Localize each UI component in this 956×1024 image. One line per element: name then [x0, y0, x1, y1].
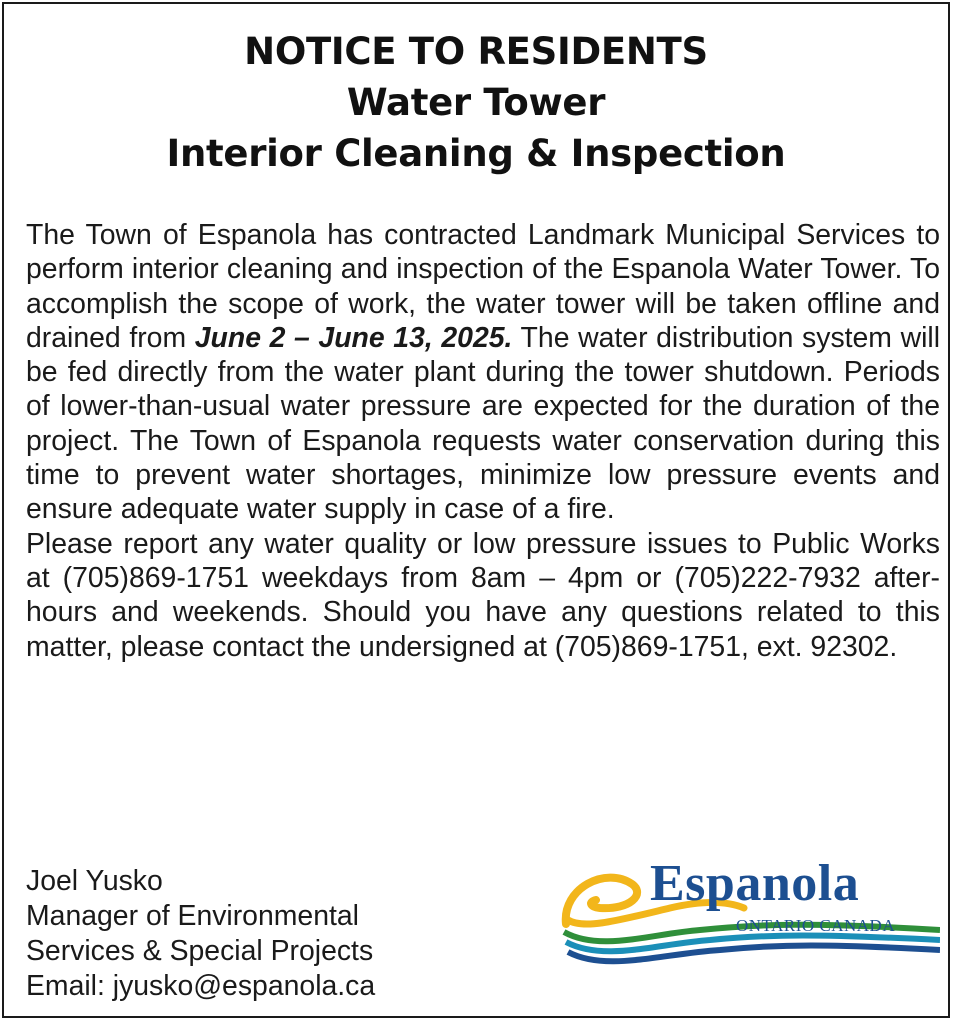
body-paragraph-2: Please report any water quality or low pressure issues to Public Works at (705)869-1751 weekdays from 8am – 4pm or (705)222-7932 after-hours and weekends. Should you have any questions related to this matter, please contact the undersigned at (705)869-1751, ext. 92302. [26, 527, 940, 663]
shutdown-dates: June 2 – June 13, 2025. [194, 321, 513, 354]
notice-title: NOTICE TO RESIDENTS [244, 30, 708, 73]
signatory-title-2: Services & Special Projects [26, 935, 374, 967]
signatory-email: Email: jyusko@espanola.ca [26, 970, 376, 1002]
logo-wordmark: Espanola [650, 855, 860, 912]
notice-frame [2, 2, 950, 1018]
notice-subtitle: Water Tower [346, 81, 606, 124]
notice-body [26, 218, 940, 664]
notice-header [4, 26, 948, 179]
signatory-name: Joel Yusko [26, 865, 163, 897]
body-p1-text-2: The water distribution system will be fed directly from the water plant during the tower shutdown. Periods of lower-than-usual water pressure are expected for the duration of the project. The Town of Espanola requests water conservation during this time to prevent water shortages, minimize low pressure events and ensure adequate water supply in case of a fire. [26, 321, 941, 526]
signatory-title: Manager of Environmental [26, 900, 359, 932]
body-p1-text: The Town of Espanola has contracted Landmark Municipal Services to perform interior cleaning and inspection of the Espanola Water Tower. To accomplish the scope of work, the water tower will be taken offline and drained from [26, 219, 940, 354]
body-paragraph-1 [26, 218, 940, 527]
logo-subtitle: ONTARIO CANADA [736, 916, 896, 935]
signature-block [26, 864, 375, 1004]
notice-subtitle-2: Interior Cleaning & Inspection [166, 132, 786, 175]
espanola-logo [560, 855, 940, 978]
